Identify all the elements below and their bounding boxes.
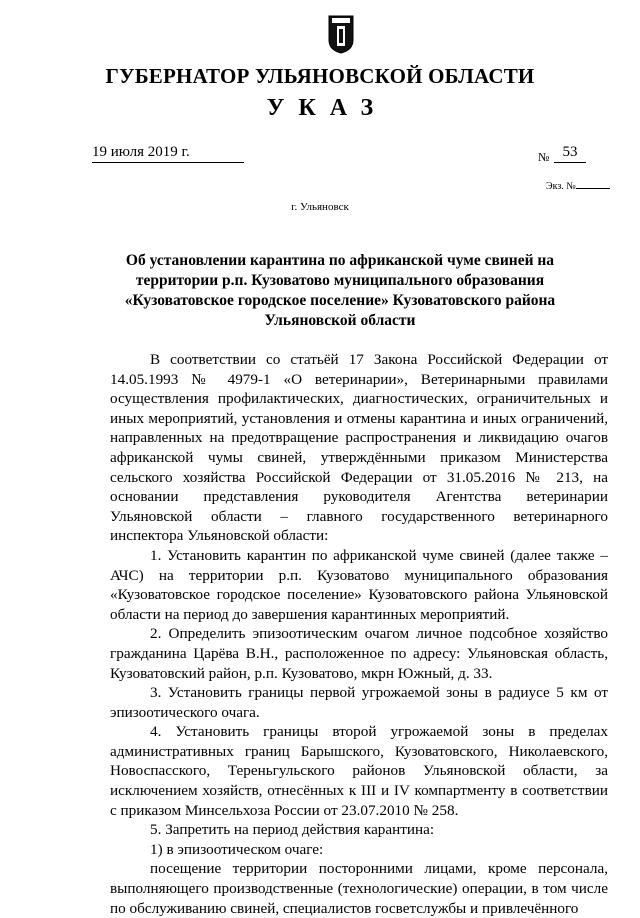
paragraph-preamble: В соответствии со статьёй 17 Закона Российской Федерации от 14.05.1993 № 4979-1 «О ветеринарии», Ветеринарными правилами осуществления профилактических, диагностических, ограничительных и иных мероприятий, установления и отмены карантина и иных ограничений, направленных на предотвращение распространения и ликвидацию очагов африканской чумы свиней, утверждёнными приказом Министерства сельского хозяйства Российской Федерации от 31.05.2016 № 213, на основании представления руководителя Агентства ветеринарии Ульяновской области – главного государственного ветеринарного инспектора Ульяновской области: [110,351,608,545]
city: г. Ульяновск [291,201,349,213]
document-subject: Об установлении карантина по африканской чуме свиней на территории р.п. Кузоватово муниципального образования «Кузоватовское городское поселение» Кузоватовского района Ульяновской области [124,252,556,329]
document-body [110,350,608,918]
paragraph-subitem-text: посещение территории посторонними лицами, кроме персонала, выполняющего производственные (технологические) операции, в том числе по обслуживанию свиней, специалистов госветслужбы и привлечённого [110,860,608,917]
paragraph-item-2: 2. Определить эпизоотическим очагом личное подсобное хозяйство гражданина Царёва В.Н., расположенное по адресу: Ульяновская область, Кузоватовский район, р.п. Кузоватово, мкрн Южный, д. 33. [110,625,608,682]
copy-number [546,179,610,192]
paragraph-subitem-1: 1) в эпизоотическом очаге: [150,840,324,858]
paragraph-item-3: 3. Установить границы первой угрожаемой зоны в радиусе 5 км от эпизоотического очага. [110,684,608,721]
document-type: УКАЗ [266,95,388,121]
document-date: 19 июля 2019 г. [92,144,244,163]
document-number: 53 [554,144,586,163]
copy-label: Экз. № [546,181,576,192]
copy-blank [576,179,610,189]
organization-title: ГУБЕРНАТОР УЛЬЯНОВСКОЙ ОБЛАСТИ [105,64,535,88]
paragraph-item-5: 5. Запретить на период действия карантина: [150,821,435,839]
number-label: № [538,150,550,164]
coat-of-arms-icon [328,14,354,54]
paragraph-item-1: 1. Установить карантин по африканской чуме свиней (далее также – АЧС) на территории р.п. Кузоватово муниципального образования «Кузоватовское городское поселение» Кузоватовского района Ульяновской области на период до завершения карантинных мероприятий. [110,546,608,623]
paragraph-item-4: 4. Установить границы второй угрожаемой зоны в пределах административных границ Барышского, Кузоватовского, Николаевского, Новоспасского, Тереньгульского районов Ульяновской области, за исключением хозяйств, отнесённых к III и IV компартменту в соответствии с приказом Минсельхоза России от 23.07.2010 № 258. [110,723,608,819]
